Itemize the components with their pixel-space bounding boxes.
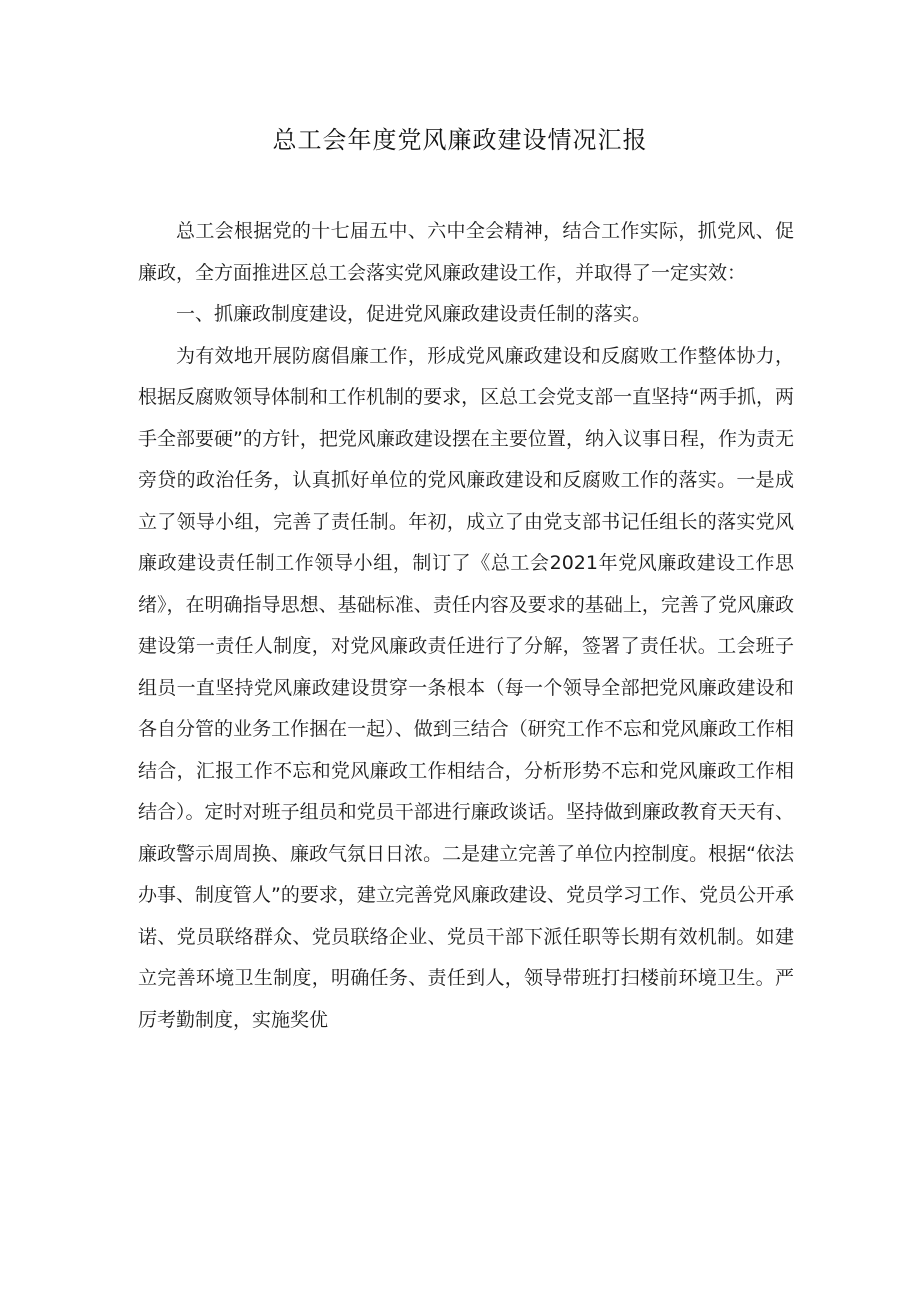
paragraph-main: 为有效地开展防腐倡廉工作，形成党风廉政建设和反腐败工作整体协力，根据反腐败领导体制和工作机制的要求，区总工会党支部一直坚持“两手抓，两手全部要硬”的方针，把党风廉政建设摆在主要位置，纳入议事日程，作为责无旁贷的政治任务，认真抓好单位的党风廉政建设和反腐败工作的落实。一是成立了领导小组，完善了责任制。年初，成立了由党支部书记任组长的落实党风廉政建设责任制工作领导小组，制订了《总工会2021年党风廉政建设工作思绪》，在明确指导思想、基础标准、责任内容及要求的基础上，完善了党风廉政建设第一责任人制度，对党风廉政责任进行了分解，签署了责任状。工会班子组员一直坚持党风廉政建设贯穿一条根本（每一个领导全部把党风廉政建设和各自分管的业务工作捆在一起）、做到三结合（研究工作不忘和党风廉政工作相结合，汇报工作不忘和党风廉政工作相结合，分析形势不忘和党风廉政工作相结合）。定时对班子组员和党员干部进行廉政谈话。坚持做到廉政教育天天有、廉政警示周周换、廉政气氛日日浓。二是建立完善了单位内控制度。根据“依法办事、制度管人”的要求，建立完善党风廉政建设、党员学习工作、党员公开承诺、党员联络群众、党员联络企业、党员干部下派任职等长期有效机制。如建立完善环境卫生制度，明确任务、责任到人，领导带班打扫楼前环境卫生。严厉考勤制度，实施奖优: [138, 344, 794, 1031]
paragraph-intro: 总工会根据党的十七届五中、六中全会精神，结合工作实际，抓党风、促廉政，全方面推进区总工会落实党风廉政建设工作，并取得了一定实效：: [138, 220, 794, 284]
paragraph-section-heading: 一、抓廉政制度建设，促进党风廉政建设责任制的落实。: [176, 303, 652, 325]
document-title: 总工会年度党风廉政建设情况汇报: [272, 126, 648, 154]
document-body: [138, 211, 794, 1041]
